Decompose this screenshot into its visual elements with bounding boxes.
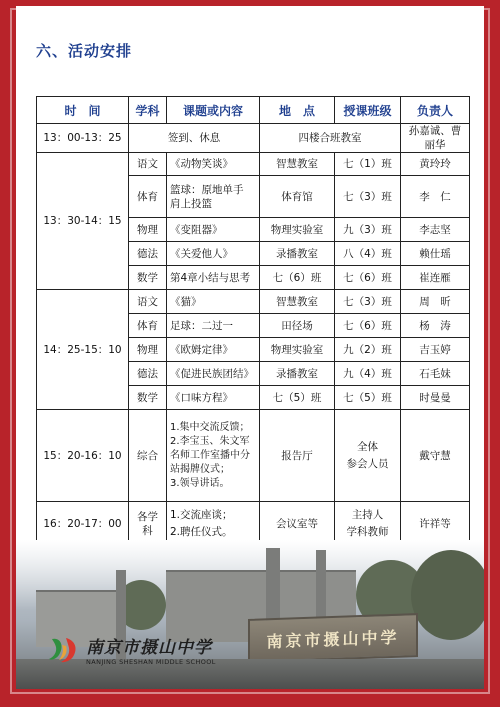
table-row (37, 410, 470, 502)
cell-location: 体育馆 (260, 176, 335, 218)
cell-topic: 《口味方程》 (167, 386, 260, 410)
cell-topic: 1.交流座谈； 2.聘任仪式。 (167, 502, 260, 546)
cell-time: 15：20-16：10 (37, 410, 129, 502)
logo-english-name: NANJING SHESHAN MIDDLE SCHOOL (86, 658, 216, 666)
schedule-table (36, 96, 470, 546)
table-row (37, 290, 470, 314)
cell-location: 田径场 (260, 314, 335, 338)
cell-location: 会议室等 (260, 502, 335, 546)
cell-subject: 数学 (129, 266, 167, 290)
logo-chinese-name: 南京市摄山中学 (86, 638, 212, 658)
cell-topic: 1.集中交流反馈； 2.李宝玉、朱文军 名师工作室播中分 站揭牌仪式； 3.领导讲话。 (167, 410, 260, 502)
cell-class: 八（4）班 (335, 242, 401, 266)
table-row (37, 124, 470, 153)
cell-time: 16：20-17：00 (37, 502, 129, 546)
cell-class: 九（4）班 (335, 362, 401, 386)
cell-subject: 物理 (129, 338, 167, 362)
cell-class: 全体 参会人员 (335, 410, 401, 502)
cell-person: 李 仁 (401, 176, 470, 218)
cell-person: 时曼曼 (401, 386, 470, 410)
cell-person: 崔连雁 (401, 266, 470, 290)
header-class: 授课班级 (335, 97, 401, 124)
cell-person: 周 昕 (401, 290, 470, 314)
header-subject: 学科 (129, 97, 167, 124)
cell-subject: 综合 (129, 410, 167, 502)
cell-class: 九（2）班 (335, 338, 401, 362)
cell-topic: 篮球：原地单手 肩上投篮 (167, 176, 260, 218)
gate-sign: 南京市摄山中学 (248, 613, 418, 663)
cell-location: 七（5）班 (260, 386, 335, 410)
cell-topic: 《关爱他人》 (167, 242, 260, 266)
cell-subject: 数学 (129, 386, 167, 410)
cell-person: 赖仕瑶 (401, 242, 470, 266)
table-row (37, 153, 470, 176)
cell-person: 黄玲玲 (401, 153, 470, 176)
cell-topic: 《变阻器》 (167, 218, 260, 242)
cell-class: 七（1）班 (335, 153, 401, 176)
cell-subject: 语文 (129, 153, 167, 176)
cell-subject: 德法 (129, 242, 167, 266)
cell-time: 13：00-13：25 (37, 124, 129, 153)
cell-person: 孙嘉诚、曹丽华 (401, 124, 470, 153)
cell-location: 报告厅 (260, 410, 335, 502)
school-logo (46, 633, 216, 666)
cell-subject: 各学科 (129, 502, 167, 546)
cell-person: 杨 涛 (401, 314, 470, 338)
header-person: 负责人 (401, 97, 470, 124)
cell-location: 四楼合班教室 (260, 124, 401, 153)
cell-location: 七（6）班 (260, 266, 335, 290)
cell-class: 七（5）班 (335, 386, 401, 410)
cell-class: 主持人 学科教师 (335, 502, 401, 546)
cell-class: 九（3）班 (335, 218, 401, 242)
cell-location: 智慧教室 (260, 290, 335, 314)
cell-subject: 体育 (129, 176, 167, 218)
table-row (37, 502, 470, 546)
cell-location: 录播教室 (260, 242, 335, 266)
school-emblem-icon (46, 635, 82, 665)
cell-topic: 签到、休息 (129, 124, 260, 153)
cell-class: 七（3）班 (335, 290, 401, 314)
cell-subject: 德法 (129, 362, 167, 386)
header-time: 时 间 (37, 97, 129, 124)
cell-location: 录播教室 (260, 362, 335, 386)
cell-time: 13：30-14：15 (37, 153, 129, 290)
cell-class: 七（3）班 (335, 176, 401, 218)
cell-topic: 《欧姆定律》 (167, 338, 260, 362)
header-location: 地 点 (260, 97, 335, 124)
school-gate-photo (16, 540, 484, 689)
cell-topic: 《动物笑谈》 (167, 153, 260, 176)
header-topic: 课题或内容 (167, 97, 260, 124)
cell-topic: 《猫》 (167, 290, 260, 314)
cell-time: 14：25-15：10 (37, 290, 129, 410)
cell-topic: 《促进民族团结》 (167, 362, 260, 386)
cell-person: 石毛妹 (401, 362, 470, 386)
cell-person: 许祥等 (401, 502, 470, 546)
table-header-row (37, 97, 470, 124)
cell-class: 七（6）班 (335, 314, 401, 338)
cell-topic: 足球：二过一 (167, 314, 260, 338)
cell-location: 物理实验室 (260, 218, 335, 242)
cell-topic: 第4章小结与思考 (167, 266, 260, 290)
section-title: 六、活动安排 (36, 42, 133, 60)
cell-person: 李志坚 (401, 218, 470, 242)
cell-class: 七（6）班 (335, 266, 401, 290)
cell-person: 戴守慧 (401, 410, 470, 502)
cell-location: 物理实验室 (260, 338, 335, 362)
cell-subject: 语文 (129, 290, 167, 314)
cell-subject: 体育 (129, 314, 167, 338)
tree (411, 550, 484, 640)
cell-person: 吉玉婷 (401, 338, 470, 362)
cell-subject: 物理 (129, 218, 167, 242)
cell-location: 智慧教室 (260, 153, 335, 176)
